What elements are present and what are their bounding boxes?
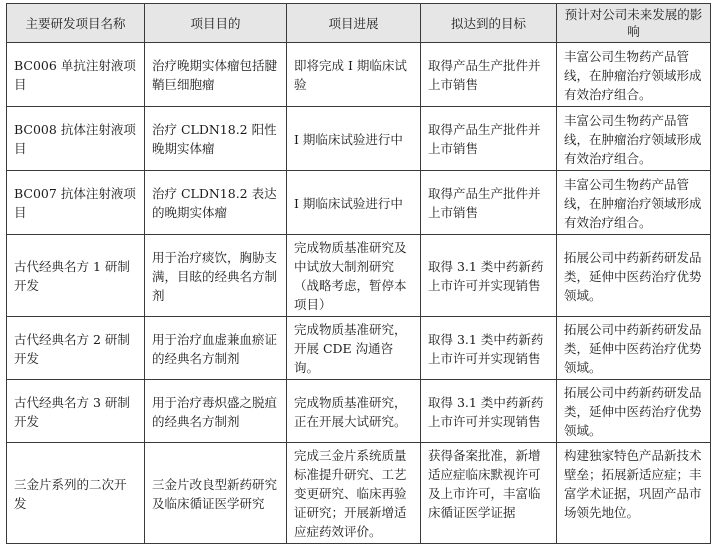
cell-expected-impact: 丰富公司生物药产品管线，在肿瘤治疗领域形成有效治疗组合。 [557,171,711,235]
cell-project-purpose: 治疗 CLDN18.2 阳性晚期实体瘤 [145,107,287,171]
cell-target-goal: 取得产品生产批件并上市销售 [421,43,557,107]
header-project-name: 主要研发项目名称 [7,4,145,43]
cell-project-purpose: 治疗 CLDN18.2 表达的晚期实体瘤 [145,171,287,235]
header-target-goal: 拟达到的目标 [421,4,557,43]
table-row [7,317,711,380]
cell-project-name: BC006 单抗注射液项目 [7,43,145,107]
rd-projects-table [6,3,711,544]
table-row [7,107,711,171]
cell-expected-impact: 丰富公司生物药产品管线，在肿瘤治疗领域形成有效治疗组合。 [557,107,711,171]
table-row [7,43,711,107]
cell-target-goal: 取得产品生产批件并上市销售 [421,107,557,171]
cell-project-name: 古代经典名方 3 研制开发 [7,380,145,443]
cell-expected-impact: 拓展公司中药新药研发品类，延伸中医药治疗优势领域。 [557,235,711,317]
cell-project-progress: 完成三金片系统质量标准提升研究、工艺变更研究、临床再验证研究；开展新增适应症药效评价。 [287,443,421,544]
cell-project-progress: 即将完成 I 期临床试验 [287,43,421,107]
cell-project-purpose: 用于治疗血虚兼血瘀证的经典名方制剂 [145,317,287,380]
cell-project-progress: 完成物质基准研究及中试放大制剂研究（战略考虑，暂停本项目） [287,235,421,317]
cell-target-goal: 获得备案批准，新增适应症临床默视许可及上市许可，丰富临床循证医学证据 [421,443,557,544]
cell-project-name: BC008 抗体注射液项目 [7,107,145,171]
cell-project-progress: 完成物质基准研究，开展 CDE 沟通咨询。 [287,317,421,380]
cell-project-purpose: 用于治疗毒炽盛之脱疽的经典名方制剂 [145,380,287,443]
cell-expected-impact: 拓展公司中药新药研发品类，延伸中医药治疗优势领域。 [557,317,711,380]
cell-project-progress: I 期临床试验进行中 [287,107,421,171]
cell-target-goal: 取得产品生产批件并上市销售 [421,171,557,235]
cell-project-purpose: 用于治疗痰饮，胸胁支满，目眩的经典名方制剂 [145,235,287,317]
cell-expected-impact: 构建独家特色产品新技术壁垒；拓展新适应症；丰富学术证据，巩固产品市场领先地位。 [557,443,711,544]
cell-project-name: 古代经典名方 1 研制开发 [7,235,145,317]
cell-project-progress: 完成物质基准研究，正在开展大试研究。 [287,380,421,443]
table-row [7,443,711,544]
header-expected-impact: 预计对公司未来发展的影响 [557,4,711,43]
header-project-progress: 项目进展 [287,4,421,43]
table-header-row [7,4,711,43]
cell-project-purpose: 治疗晚期实体瘤包括腱鞘巨细胞瘤 [145,43,287,107]
document-page [6,3,710,544]
cell-project-purpose: 三金片改良型新药研究及临床循证医学研究 [145,443,287,544]
cell-target-goal: 取得 3.1 类中药新药上市许可并实现销售 [421,380,557,443]
cell-project-name: 古代经典名方 2 研制开发 [7,317,145,380]
cell-expected-impact: 丰富公司生物药产品管线，在肿瘤治疗领域形成有效治疗组合。 [557,43,711,107]
cell-project-name: 三金片系列的二次开发 [7,443,145,544]
cell-expected-impact: 拓展公司中药新药研发品类，延伸中医药治疗优势领域。 [557,380,711,443]
table-row [7,380,711,443]
table-row [7,171,711,235]
cell-project-name: BC007 抗体注射液项目 [7,171,145,235]
cell-project-progress: I 期临床试验进行中 [287,171,421,235]
cell-target-goal: 取得 3.1 类中药新药上市许可并实现销售 [421,317,557,380]
table-row [7,235,711,317]
cell-target-goal: 取得 3.1 类中药新药上市许可并实现销售 [421,235,557,317]
header-project-purpose: 项目目的 [145,4,287,43]
